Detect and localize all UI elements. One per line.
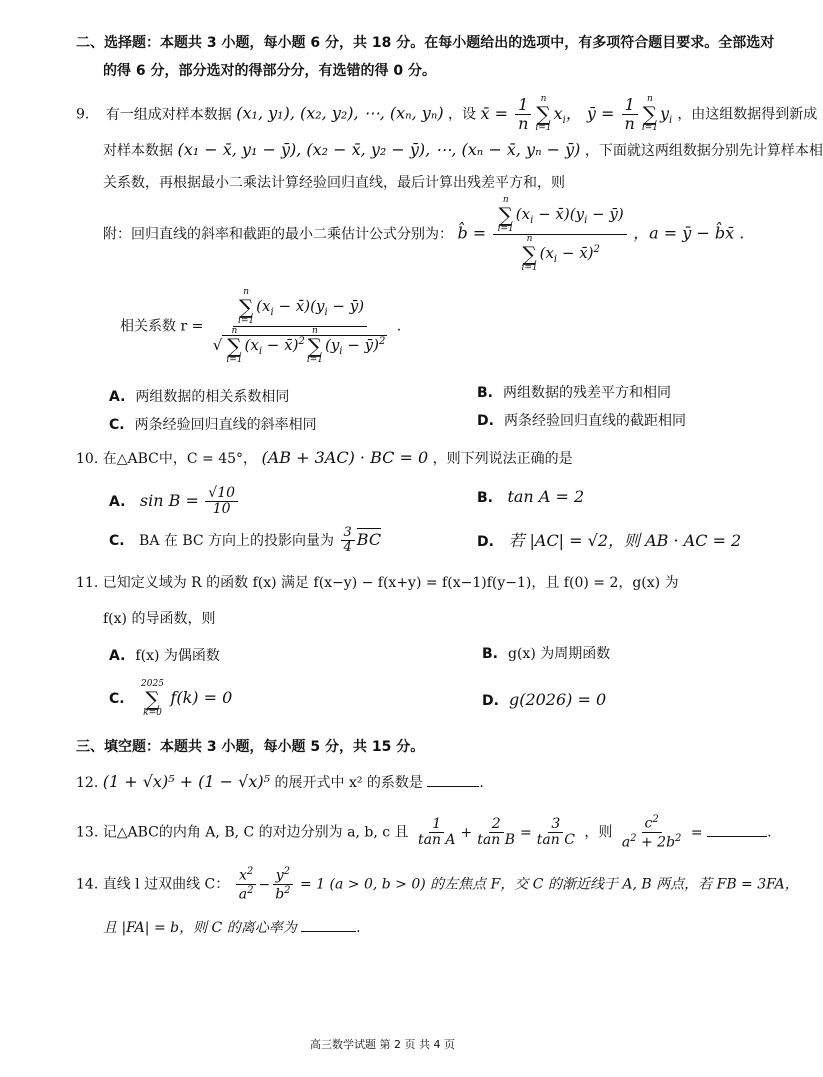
q9-option-d[interactable]: D. 两条经验回归直线的截距相同 xyxy=(477,413,686,429)
q9-option-c[interactable]: C. 两条经验回归直线的斜率相同 xyxy=(109,417,317,433)
question-12: 12. (1 + √x)⁵ + (1 − √x)⁵ 的展开式中 x² 的系数是 . xyxy=(76,772,484,791)
page-footer: 高三数学试题 第 2 页 共 4 页 xyxy=(310,1038,455,1051)
question-14-line2: 且 |FA| = b，则 C 的离心率为 . xyxy=(103,917,361,937)
question-9-stem-line3: 关系数，再根据最小二乘法计算经验回归直线，最后计算出残差平方和，则 xyxy=(103,175,565,191)
new-data-pairs: (x₁ − x̄, y₁ − ȳ), (x₂ − x̄, y₂ − ȳ), ⋯, (xₙ − x̄, yₙ − ȳ) xyxy=(177,140,581,159)
correlation-formula: 相关系数 r = n ∑ i=1 ($x_i$ − $x̄)(y_i$ − ȳ) √ n ∑ i=1 ($x_i$ − x̄)$^2$ n ∑ i=1 ($y_i$ − ȳ)$^2$ . xyxy=(120,287,402,365)
answer-blank-13[interactable] xyxy=(707,822,767,837)
question-11-stem-line2: f(x) 的导函数，则 xyxy=(103,611,216,627)
question-11-stem-line1: 11. 已知定义域为 R 的函数 f(x) 满足 f(x−y) − f(x+y) = f(x−1)f(y−1)，且 f(0) = 2，g(x) 为 xyxy=(76,575,679,591)
question-10-stem: 10. 在△ABC中，C = 45°， (AB + 3AC) · BC = 0 ，则下列说法正确的是 xyxy=(76,448,573,467)
section-2-heading-line2: 的得 6 分，部分选对的得部分分，有选错的得 0 分。 xyxy=(103,63,436,79)
question-9-stem-line1: 9. 有一组成对样本数据 (x₁, y₁), (x₂, y₂), ⋯, (xₙ, yₙ) ，设 x̄ = $\frac{1}{n}$ n ∑ i=1 $x_i$， ȳ = $\frac{1}{n}$ n ∑ i=1 $y_i$ ，由这组数据得到新成 xyxy=(76,94,818,133)
question-13: 13. 记△ABC的内角 A, B, C 的对边分别为 a, b, c 且 $\frac{1}{\text{tan A}}$ + $\frac{2}{\text{tan B}}$ = $\frac{3}{\text{tan C}}$ ，则 $\frac{c^2}{a^2 + 2b^2}$ = . xyxy=(76,814,772,851)
q11-option-a[interactable]: A. f(x) 为偶函数 xyxy=(109,648,220,664)
q11-option-c[interactable]: C. 2025 ∑ k=0 f(k) = 0 xyxy=(109,679,233,718)
q11-option-b[interactable]: B. g(x) 为周期函数 xyxy=(482,646,611,662)
question-number: 9. xyxy=(76,106,90,123)
data-pairs: (x₁, y₁), (x₂, y₂), ⋯, (xₙ, yₙ) xyxy=(236,103,444,123)
section-2-heading-line1: 二、选择题：本题共 3 小题，每小题 6 分，共 18 分。在每小题给出的选项中，有多项符合题目要求。全部选对 xyxy=(76,35,775,51)
answer-blank-12[interactable] xyxy=(427,772,479,787)
section-3-heading: 三、填空题：本题共 3 小题，每小题 5 分，共 15 分。 xyxy=(76,739,425,755)
mean-formulas: x̄ = $\frac{1}{n}$ n ∑ i=1 $x_i$， ȳ = $\frac{1}{n}$ n ∑ i=1 $y_i$ xyxy=(480,94,673,133)
q10-option-a[interactable]: A. sin B = $\frac{√10}{10}$ xyxy=(109,486,240,518)
q10-option-b[interactable]: B. tan A = 2 xyxy=(477,487,585,506)
q9-option-a[interactable]: A. 两组数据的相关系数相同 xyxy=(109,389,290,405)
slope-formula: 附：回归直线的斜率和截距的最小二乘估计公式分别为： b̂ = n ∑ i=1 ($x_i$ − $x̄)(y_i$ − ȳ) n ∑ i=1 ($x_i$ − x̄)$^2$ ，a = ȳ − b̂x̄ . xyxy=(103,195,745,273)
question-9-stem-line2: 对样本数据 (x₁ − x̄, y₁ − ȳ), (x₂ − x̄, y₂ − ȳ), ⋯, (xₙ − x̄, yₙ − ȳ) ，下面就这两组数据分别先计算样本相 xyxy=(103,140,823,159)
q10-option-d[interactable]: D. 若 |AC| = √2，则 AB · AC = 2 xyxy=(477,531,742,550)
q11-option-d[interactable]: D. g(2026) = 0 xyxy=(482,690,607,709)
q10-option-c[interactable]: C. BA 在 BC 方向上的投影向量为 $\frac{3}{4}$ BC xyxy=(109,525,382,556)
q9-option-b[interactable]: B. 两组数据的残差平方和相同 xyxy=(477,385,671,401)
question-14-line1: 14. 直线 l 过双曲线 C： $\frac{x^2}{a^2}$ − $\frac{y^2}{b^2}$ = 1 (a > 0, b > 0) 的左焦点 F，交 C 的渐近线于 A, B 两点，若 FB = 3FA， xyxy=(76,866,799,903)
answer-blank-14[interactable] xyxy=(301,917,356,932)
